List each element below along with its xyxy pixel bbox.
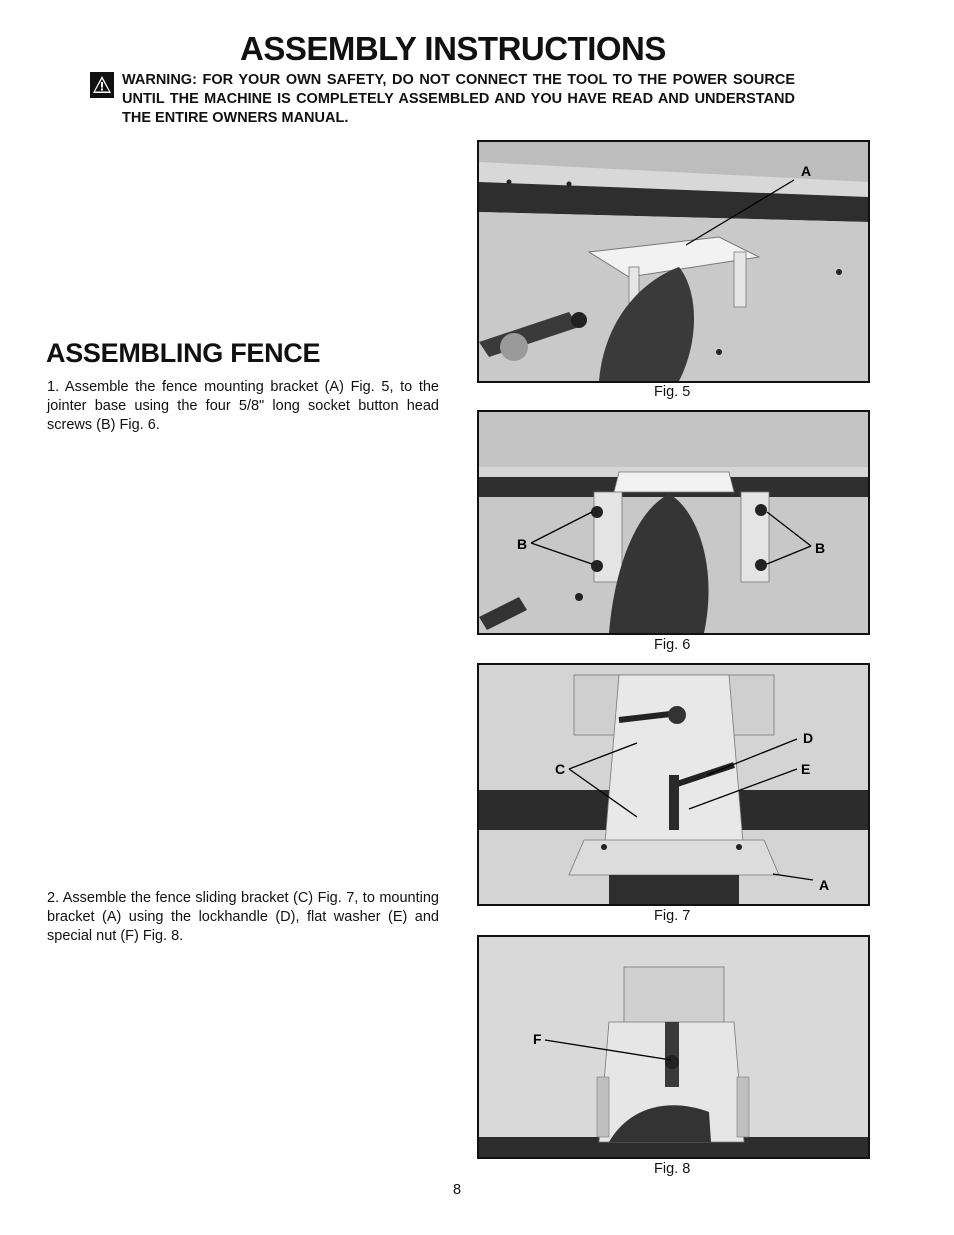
fig-7-photo — [477, 663, 870, 906]
callout-a: A — [819, 877, 830, 893]
callout-c: C — [555, 761, 566, 777]
fig-6-caption: Fig. 6 — [654, 637, 691, 653]
fig-7-caption: Fig. 7 — [654, 908, 691, 924]
warning-text: WARNING: FOR YOUR OWN SAFETY, DO NOT CONNECT THE TOOL TO THE POWER SOURCE UNTIL THE MACHINE IS COMPLETELY ASSEMBLED AND YOU HAVE READ AND UNDERSTAND THE ENTIRE OWNERS MANUAL. — [122, 72, 795, 126]
fig-5-caption: Fig. 5 — [654, 384, 691, 400]
callout-b-left: B — [517, 536, 528, 552]
callout-f: F — [533, 1031, 542, 1047]
step-1-text: 1. Assemble the fence mounting bracket (A) Fig. 5, to the jointer base using the four 5/8" long socket button head screws (B) Fig. 6. — [47, 379, 439, 433]
callout-b-right: B — [815, 540, 826, 556]
page-title: ASSEMBLY INSTRUCTIONS — [240, 30, 666, 67]
callout-a: A — [801, 163, 812, 179]
fig-8-caption: Fig. 8 — [654, 1161, 691, 1177]
fig-8-photo — [477, 935, 870, 1159]
page-number: 8 — [453, 1182, 462, 1198]
step-2-text: 2. Assemble the fence sliding bracket (C) Fig. 7, to mounting bracket (A) using the lockhandle (D), flat washer (E) and special nut (F) Fig. 8. — [47, 890, 439, 944]
section-title: ASSEMBLING FENCE — [46, 338, 321, 368]
fig-6-photo — [477, 410, 870, 635]
warning-triangle-icon — [90, 72, 114, 98]
callout-d: D — [803, 730, 814, 746]
callout-e: E — [801, 761, 811, 777]
fig-5-photo — [477, 140, 870, 383]
